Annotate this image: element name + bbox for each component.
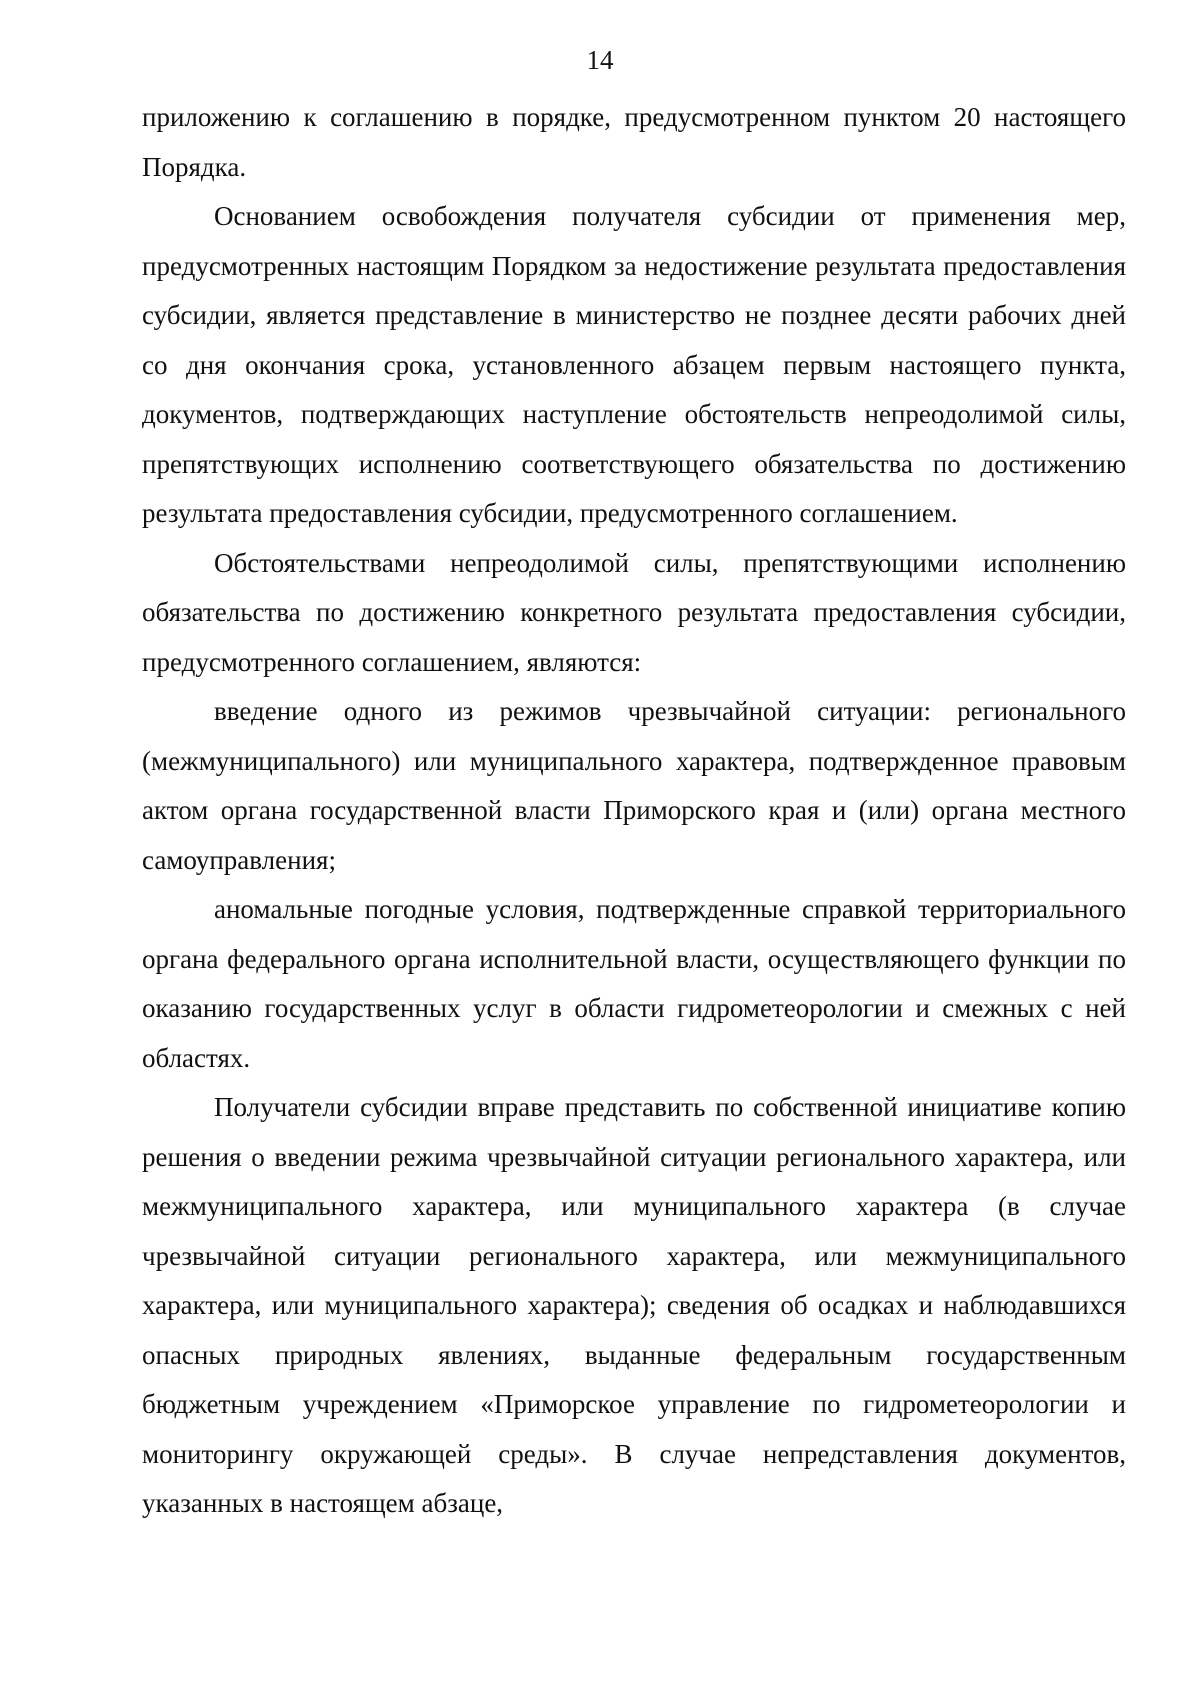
paragraph-continuation: приложению к соглашению в порядке, предусмотренном пунктом 20 настоящего Порядка. bbox=[142, 102, 1126, 182]
page-number: 14 bbox=[586, 45, 614, 75]
document-body bbox=[142, 93, 1126, 1529]
paragraph-recipient-documents: Получатели субсидии вправе представить по собственной инициативе копию решения о введении режима чрезвычайной ситуации регионального характера, или межмуниципального характера, или муниципального характера (в случае чрезвычайной ситуации регионального характера, или межмуниципального характера, или муниципального характера); сведения об осадках и наблюдавшихся опасных природных явлениях, выданные федеральным государственным бюджетным учреждением «Приморское управление по гидрометеорологии и мониторингу окружающей среды». В случае непредставления документов, указанных в настоящем абзаце, bbox=[142, 1092, 1126, 1518]
paragraph-abnormal-weather: аномальные погодные условия, подтвержденные справкой территориального органа федерального органа исполнительной власти, осуществляющего функции по оказанию государственных услуг в области гидрометеорологии и смежных с ней областях. bbox=[142, 894, 1126, 1073]
paragraph-exemption-basis: Основанием освобождения получателя субсидии от применения мер, предусмотренных настоящим Порядком за недостижение результата предоставления субсидии, является представление в министерство не позднее десяти рабочих дней со дня окончания срока, установленного абзацем первым настоящего пункта, документов, подтверждающих наступление обстоятельств непреодолимой силы, препятствующих исполнению соответствующего обязательства по достижению результата предоставления субсидии, предусмотренного соглашением. bbox=[142, 201, 1126, 528]
paragraph-emergency-regime: введение одного из режимов чрезвычайной ситуации: регионального (межмуниципального) или муниципального характера, подтвержденное правовым актом органа государственной власти Приморского края и (или) органа местного самоуправления; bbox=[142, 696, 1126, 875]
paragraph-force-majeure-intro: Обстоятельствами непреодолимой силы, препятствующими исполнению обязательства по достижению конкретного результата предоставления субсидии, предусмотренного соглашением, являются: bbox=[142, 547, 1126, 677]
